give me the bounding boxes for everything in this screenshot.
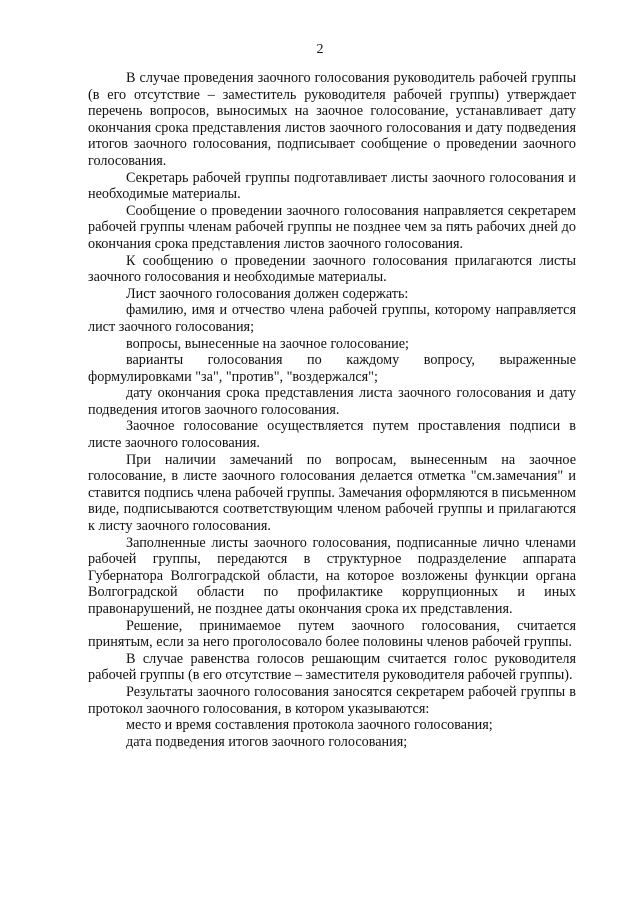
paragraph: Результаты заочного голосования заносятся секретарем рабочей группы в протокол заочного голосования, в котором указываются:	[88, 683, 576, 717]
document-body	[88, 70, 576, 750]
paragraph: Заочное голосование осуществляется путем проставления подписи в листе заочного голосования.	[88, 418, 576, 452]
paragraph: В случае проведения заочного голосования руководитель рабочей группы (в его отсутствие – заместитель руководителя рабочей группы) утверждает перечень вопросов, выносимых на заочное голосование, устанавливает дату окончания срока представления листов заочного голосования и дату подведения итогов заочного голосования, подписывает сообщение о проведении заочного голосования.	[88, 70, 576, 169]
page-number: 2	[316, 42, 324, 57]
paragraph: дату окончания срока представления листа заочного голосования и дату подведения итогов заочного голосования.	[88, 385, 576, 418]
paragraph: фамилию, имя и отчество члена рабочей группы, которому направляется лист заочного голосования;	[88, 302, 576, 335]
paragraph: место и время составления протокола заочного голосования;	[126, 717, 493, 734]
paragraph: К сообщению о проведении заочного голосования прилагаются листы заочного голосования и необходимые материалы.	[88, 252, 576, 286]
paragraph: Сообщение о проведении заочного голосования направляется секретарем рабочей группы членам рабочей группы не позднее чем за пять рабочих дней до окончания срока представления листов заочного голосования.	[88, 202, 576, 252]
paragraph: Решение, принимаемое путем заочного голосования, считается принятым, если за него проголосовало более половины членов рабочей группы.	[88, 617, 576, 651]
paragraph: вопросы, вынесенные на заочное голосование;	[126, 335, 409, 352]
paragraph: дата подведения итогов заочного голосования;	[126, 733, 408, 750]
paragraph: варианты голосования по каждому вопросу, выраженные формулировками "за", "против", "воздержался";	[88, 352, 576, 385]
paragraph: Заполненные листы заочного голосования, подписанные лично членами рабочей группы, передаются в структурное подразделение аппарата Губернатора Волгоградской области, на которое возложены функции органа Волгоградской области по профилактике коррупционных и иных правонарушений, не позднее даты окончания срока их представления.	[88, 534, 576, 617]
paragraph: Секретарь рабочей группы подготавливает листы заочного голосования и необходимые материалы.	[88, 169, 576, 203]
paragraph: В случае равенства голосов решающим считается голос руководителя рабочей группы (в его отсутствие – заместителя руководителя рабочей группы).	[88, 650, 576, 684]
paragraph: При наличии замечаний по вопросам, вынесенным на заочное голосование, в листе заочного голосования делается отметка "см.замечания" и ставится подпись члена рабочей группы. Замечания оформляются в письменном виде, подписываются соответствующим членом рабочей группы и прилагаются к листу заочного голосования.	[88, 451, 576, 535]
paragraph: Лист заочного голосования должен содержать:	[126, 285, 409, 302]
